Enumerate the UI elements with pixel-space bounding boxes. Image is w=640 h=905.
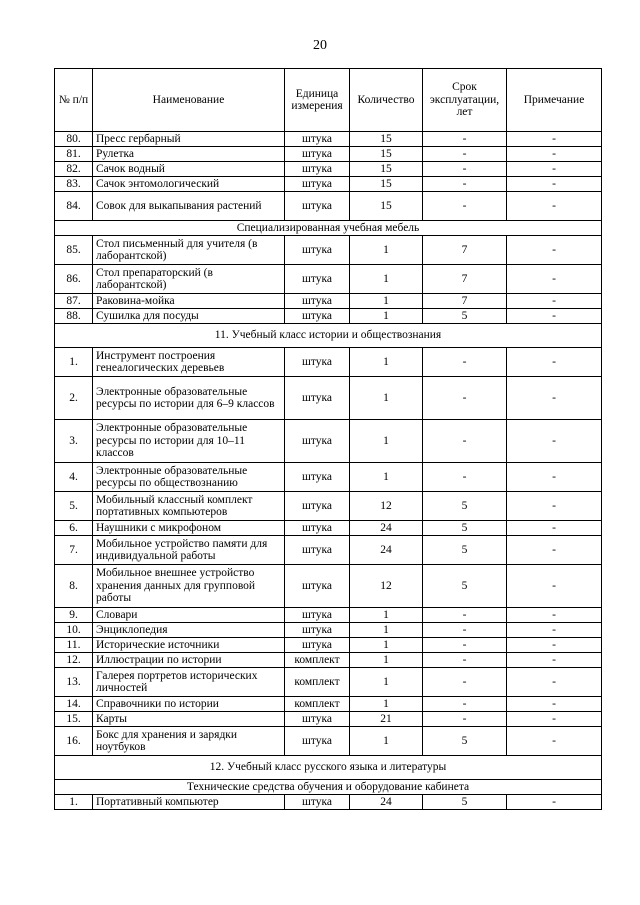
item-name: Карты [93, 712, 285, 727]
equipment-table [54, 68, 602, 810]
item-unit: штука [285, 521, 350, 536]
row-number: 7. [55, 536, 93, 565]
item-quantity: 15 [350, 147, 423, 162]
header-quantity: Количество [350, 69, 423, 132]
item-unit: штука [285, 236, 350, 265]
item-name: Портативный компьютер [93, 795, 285, 810]
section-title: Специализированная учебная мебель [55, 221, 602, 236]
item-unit: комплект [285, 653, 350, 668]
item-unit: штука [285, 712, 350, 727]
table-row [55, 536, 602, 565]
item-service-life: 5 [423, 565, 507, 608]
section-row [55, 221, 602, 236]
item-note: - [507, 162, 602, 177]
section-row [55, 756, 602, 780]
item-name: Стол письменный для учителя (в лаборантской) [93, 236, 285, 265]
row-number: 1. [55, 348, 93, 377]
item-name: Совок для выкапывания растений [93, 192, 285, 221]
item-unit: штука [285, 638, 350, 653]
item-name: Исторические источники [93, 638, 285, 653]
item-quantity: 1 [350, 623, 423, 638]
item-name: Пресс гербарный [93, 132, 285, 147]
item-unit: штука [285, 348, 350, 377]
item-name: Сушилка для посуды [93, 309, 285, 324]
item-service-life: - [423, 697, 507, 712]
table-row [55, 463, 602, 492]
item-service-life: - [423, 668, 507, 697]
item-unit: штука [285, 420, 350, 463]
item-service-life: - [423, 623, 507, 638]
item-service-life: - [423, 192, 507, 221]
item-quantity: 15 [350, 177, 423, 192]
item-unit: штука [285, 377, 350, 420]
section-title: Технические средства обучения и оборудование кабинета [55, 780, 602, 795]
item-quantity: 1 [350, 653, 423, 668]
item-service-life: - [423, 712, 507, 727]
row-number: 13. [55, 668, 93, 697]
table-row [55, 420, 602, 463]
table-row [55, 132, 602, 147]
row-number: 10. [55, 623, 93, 638]
item-name: Бокс для хранения и зарядки ноутбуков [93, 727, 285, 756]
table-header-row [55, 69, 602, 132]
item-name: Мобильное внешнее устройство хранения данных для групповой работы [93, 565, 285, 608]
row-number: 1. [55, 795, 93, 810]
item-unit: штука [285, 492, 350, 521]
section-row [55, 780, 602, 795]
item-quantity: 24 [350, 536, 423, 565]
table-row [55, 727, 602, 756]
item-name: Иллюстрации по истории [93, 653, 285, 668]
item-quantity: 15 [350, 132, 423, 147]
table-row [55, 712, 602, 727]
item-name: Мобильное устройство памяти для индивидуальной работы [93, 536, 285, 565]
header-unit: Единица измерения [285, 69, 350, 132]
item-note: - [507, 536, 602, 565]
item-quantity: 1 [350, 265, 423, 294]
table-row [55, 236, 602, 265]
item-name: Стол препараторский (в лаборантской) [93, 265, 285, 294]
table-row [55, 608, 602, 623]
item-unit: штука [285, 463, 350, 492]
item-name: Энциклопедия [93, 623, 285, 638]
item-service-life: 7 [423, 265, 507, 294]
table-row [55, 653, 602, 668]
section-row [55, 324, 602, 348]
table-row [55, 294, 602, 309]
item-service-life: - [423, 608, 507, 623]
item-name: Словари [93, 608, 285, 623]
item-name: Сачок энтомологический [93, 177, 285, 192]
row-number: 8. [55, 565, 93, 608]
header-number: № п/п [55, 69, 93, 132]
item-name: Наушники с микрофоном [93, 521, 285, 536]
item-note: - [507, 608, 602, 623]
item-service-life: 5 [423, 795, 507, 810]
row-number: 87. [55, 294, 93, 309]
item-unit: штука [285, 294, 350, 309]
row-number: 2. [55, 377, 93, 420]
item-note: - [507, 653, 602, 668]
table-row [55, 521, 602, 536]
item-service-life: - [423, 162, 507, 177]
item-unit: штука [285, 265, 350, 294]
table-row [55, 147, 602, 162]
item-quantity: 1 [350, 608, 423, 623]
item-unit: комплект [285, 668, 350, 697]
item-note: - [507, 132, 602, 147]
item-note: - [507, 565, 602, 608]
item-note: - [507, 192, 602, 221]
item-service-life: - [423, 147, 507, 162]
item-service-life: - [423, 377, 507, 420]
item-quantity: 15 [350, 192, 423, 221]
page-number: 20 [313, 38, 327, 53]
item-note: - [507, 177, 602, 192]
item-name: Раковина-мойка [93, 294, 285, 309]
item-service-life: - [423, 638, 507, 653]
item-service-life: 7 [423, 294, 507, 309]
header-note: Примечание [507, 69, 602, 132]
item-service-life: - [423, 348, 507, 377]
item-service-life: 5 [423, 536, 507, 565]
item-name: Рулетка [93, 147, 285, 162]
item-note: - [507, 309, 602, 324]
item-note: - [507, 712, 602, 727]
item-unit: комплект [285, 697, 350, 712]
item-note: - [507, 521, 602, 536]
row-number: 5. [55, 492, 93, 521]
item-quantity: 1 [350, 348, 423, 377]
item-note: - [507, 420, 602, 463]
item-note: - [507, 463, 602, 492]
item-note: - [507, 348, 602, 377]
row-number: 82. [55, 162, 93, 177]
table-row [55, 192, 602, 221]
item-quantity: 24 [350, 795, 423, 810]
item-service-life: - [423, 653, 507, 668]
item-unit: штука [285, 162, 350, 177]
row-number: 86. [55, 265, 93, 294]
row-number: 88. [55, 309, 93, 324]
item-unit: штука [285, 623, 350, 638]
item-note: - [507, 147, 602, 162]
item-note: - [507, 236, 602, 265]
row-number: 9. [55, 608, 93, 623]
item-name: Сачок водный [93, 162, 285, 177]
item-service-life: - [423, 420, 507, 463]
row-number: 3. [55, 420, 93, 463]
item-note: - [507, 377, 602, 420]
item-quantity: 24 [350, 521, 423, 536]
row-number: 6. [55, 521, 93, 536]
table-row [55, 668, 602, 697]
row-number: 16. [55, 727, 93, 756]
section-title: 12. Учебный класс русского языка и литературы [55, 756, 602, 780]
table-row [55, 638, 602, 653]
item-name: Электронные образовательные ресурсы по истории для 10–11 классов [93, 420, 285, 463]
item-quantity: 1 [350, 294, 423, 309]
item-unit: штука [285, 309, 350, 324]
item-unit: штука [285, 565, 350, 608]
item-name: Инструмент построения генеалогических деревьев [93, 348, 285, 377]
item-quantity: 12 [350, 565, 423, 608]
row-number: 11. [55, 638, 93, 653]
section-title: 11. Учебный класс истории и обществознания [55, 324, 602, 348]
item-name: Справочники по истории [93, 697, 285, 712]
table-row [55, 309, 602, 324]
item-service-life: 5 [423, 727, 507, 756]
table-row [55, 795, 602, 810]
row-number: 4. [55, 463, 93, 492]
table-body [55, 132, 602, 810]
item-quantity: 1 [350, 309, 423, 324]
item-unit: штука [285, 608, 350, 623]
item-unit: штука [285, 177, 350, 192]
item-name: Электронные образовательные ресурсы по истории для 6–9 классов [93, 377, 285, 420]
item-quantity: 21 [350, 712, 423, 727]
header-name: Наименование [93, 69, 285, 132]
row-number: 83. [55, 177, 93, 192]
item-service-life: - [423, 463, 507, 492]
row-number: 81. [55, 147, 93, 162]
item-unit: штука [285, 192, 350, 221]
item-service-life: 7 [423, 236, 507, 265]
table-row [55, 348, 602, 377]
row-number: 84. [55, 192, 93, 221]
table-row [55, 565, 602, 608]
item-note: - [507, 668, 602, 697]
item-quantity: 1 [350, 697, 423, 712]
item-note: - [507, 623, 602, 638]
item-note: - [507, 638, 602, 653]
item-service-life: 5 [423, 492, 507, 521]
item-name: Галерея портретов исторических личностей [93, 668, 285, 697]
item-note: - [507, 697, 602, 712]
item-name: Электронные образовательные ресурсы по обществознанию [93, 463, 285, 492]
item-quantity: 1 [350, 727, 423, 756]
row-number: 85. [55, 236, 93, 265]
item-quantity: 1 [350, 377, 423, 420]
item-quantity: 12 [350, 492, 423, 521]
item-quantity: 1 [350, 463, 423, 492]
item-service-life: - [423, 177, 507, 192]
item-unit: штука [285, 147, 350, 162]
item-service-life: - [423, 132, 507, 147]
item-note: - [507, 265, 602, 294]
item-quantity: 1 [350, 668, 423, 697]
table-row [55, 623, 602, 638]
item-name: Мобильный классный комплект портативных компьютеров [93, 492, 285, 521]
item-unit: штука [285, 727, 350, 756]
table-row [55, 492, 602, 521]
item-unit: штука [285, 795, 350, 810]
row-number: 15. [55, 712, 93, 727]
item-unit: штука [285, 536, 350, 565]
item-note: - [507, 795, 602, 810]
item-service-life: 5 [423, 309, 507, 324]
row-number: 12. [55, 653, 93, 668]
item-service-life: 5 [423, 521, 507, 536]
table-row [55, 177, 602, 192]
item-quantity: 1 [350, 420, 423, 463]
table-row [55, 697, 602, 712]
table-row [55, 377, 602, 420]
table-row [55, 265, 602, 294]
item-quantity: 1 [350, 236, 423, 265]
item-unit: штука [285, 132, 350, 147]
item-note: - [507, 294, 602, 309]
header-service-life: Срок эксплуатации, лет [423, 69, 507, 132]
row-number: 80. [55, 132, 93, 147]
item-quantity: 1 [350, 638, 423, 653]
item-note: - [507, 492, 602, 521]
item-quantity: 15 [350, 162, 423, 177]
item-note: - [507, 727, 602, 756]
table-row [55, 162, 602, 177]
row-number: 14. [55, 697, 93, 712]
